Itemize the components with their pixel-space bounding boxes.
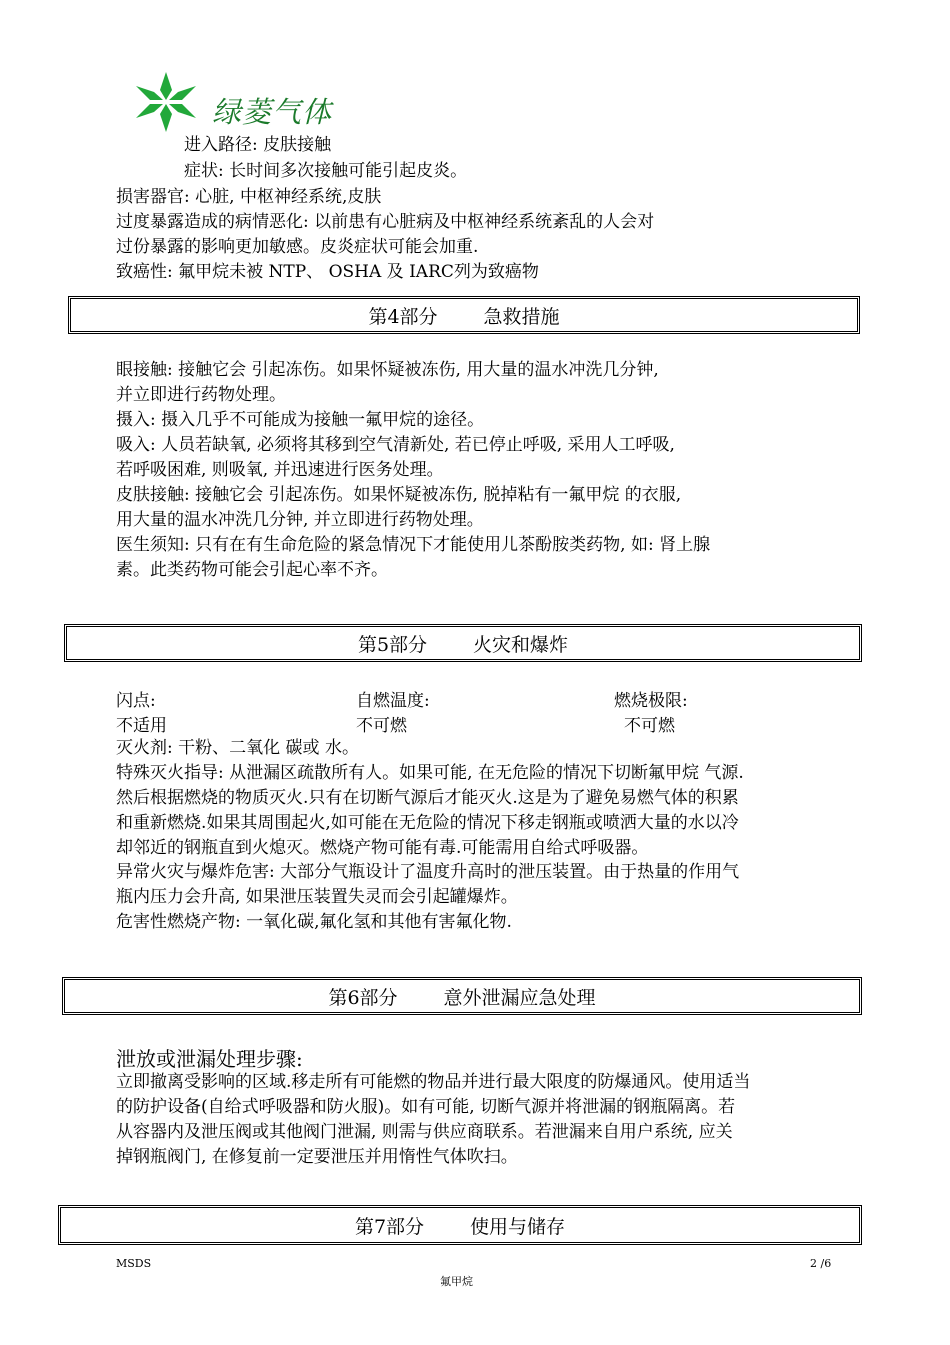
spill-procedure-heading: 泄放或泄漏处理步骤: bbox=[116, 1047, 303, 1071]
spill-line: 从容器内及泄压阀或其他阀门泄漏, 则需与供应商联系。若泄漏来自用户系统, 应关 bbox=[116, 1122, 733, 1142]
first-aid-line: 皮肤接触: 接触它会 引起冻伤。如果怀疑被冻伤, 脱掉粘有一氟甲烷 的衣服, bbox=[116, 485, 682, 505]
flammability-limits-label: 燃烧极限: bbox=[614, 691, 688, 711]
section-5-title: 火灾和爆炸 bbox=[473, 633, 569, 656]
first-aid-line: 吸入: 人员若缺氧, 必须将其移到空气清新处, 若已停止呼吸, 采用人工呼吸, bbox=[116, 435, 675, 455]
section-7-header bbox=[58, 1205, 862, 1245]
brand-name: 绿菱气体 bbox=[212, 95, 333, 129]
aggravated-conditions-cont: 过份暴露的影响更加敏感。皮炎症状可能会加重. bbox=[116, 237, 479, 257]
section-5-header bbox=[64, 624, 862, 662]
section-4-number: 第4部分 bbox=[368, 305, 438, 328]
fire-line: 然后根据燃烧的物质灭火.只有在切断气源后才能灭火.这是为了避免易燃气体的积累 bbox=[116, 788, 739, 808]
autoignition-label: 自燃温度: bbox=[356, 691, 430, 711]
fire-line: 却邻近的钢瓶直到火熄灭。燃烧产物可能有毒.可能需用自给式呼吸器。 bbox=[116, 838, 649, 858]
exposure-route: 进入路径: 皮肤接触 bbox=[184, 135, 332, 155]
spill-line: 掉钢瓶阀门, 在修复前一定要泄压并用惰性气体吹扫。 bbox=[116, 1147, 518, 1167]
flash-point-label: 闪点: bbox=[116, 691, 156, 711]
section-7-number: 第7部分 bbox=[354, 1215, 425, 1238]
fire-line: 瓶内压力会升高, 如果泄压装置失灵而会引起罐爆炸。 bbox=[116, 887, 518, 907]
fire-line: 异常火灾与爆炸危害: 大部分气瓶设计了温度升高时的泄压装置。由于热量的作用气 bbox=[116, 862, 740, 882]
logo-star-icon bbox=[132, 70, 200, 134]
first-aid-line: 用大量的温水冲洗几分钟, 并立即进行药物处理。 bbox=[116, 510, 484, 530]
first-aid-line: 并立即进行药物处理。 bbox=[116, 385, 286, 405]
footer-msds: MSDS bbox=[116, 1257, 152, 1270]
target-organs: 损害器官: 心脏, 中枢神经系统,皮肤 bbox=[116, 187, 382, 207]
section-4-title: 急救措施 bbox=[483, 305, 560, 328]
carcinogenicity: 致癌性: 氟甲烷未被 NTP、 OSHA 及 IARC列为致癌物 bbox=[116, 262, 539, 282]
fire-line: 和重新燃烧.如果其周围起火,如可能在无危险的情况下移走钢瓶或喷洒大量的水以冷 bbox=[116, 813, 739, 833]
first-aid-line: 眼接触: 接触它会 引起冻伤。如果怀疑被冻伤, 用大量的温水冲洗几分钟, bbox=[116, 360, 659, 380]
first-aid-line: 若呼吸困难, 则吸氧, 并迅速进行医务处理。 bbox=[116, 460, 444, 480]
section-6-title: 意外泄漏应急处理 bbox=[443, 986, 596, 1009]
spill-line: 的防护设备(自给式呼吸器和防火服)。如有可能, 切断气源并将泄漏的钢瓶隔离。若 bbox=[116, 1097, 736, 1117]
footer-page-number: 2 /6 bbox=[810, 1257, 832, 1270]
section-6-number: 第6部分 bbox=[328, 986, 398, 1009]
first-aid-line: 摄入: 摄入几乎不可能成为接触一氟甲烷的途径。 bbox=[116, 410, 485, 430]
section-6-header bbox=[62, 977, 862, 1015]
section-4-header bbox=[68, 296, 860, 334]
fire-line: 特殊灭火指导: 从泄漏区疏散所有人。如果可能, 在无危险的情况下切断氟甲烷 气源. bbox=[116, 763, 744, 783]
section-7-title: 使用与储存 bbox=[470, 1215, 566, 1238]
autoignition-value: 不可燃 bbox=[356, 716, 407, 736]
symptoms: 症状: 长时间多次接触可能引起皮炎。 bbox=[184, 161, 468, 181]
flammability-limits-value: 不可燃 bbox=[624, 716, 675, 736]
spill-line: 立即撤离受影响的区域.移走所有可能燃的物品并进行最大限度的防爆通风。使用适当 bbox=[116, 1072, 751, 1092]
fire-line: 灭火剂: 干粉、二氧化 碳或 水。 bbox=[116, 738, 359, 758]
section-5-number: 第5部分 bbox=[357, 633, 428, 656]
flash-point-value: 不适用 bbox=[116, 716, 167, 736]
aggravated-conditions: 过度暴露造成的病情恶化: 以前患有心脏病及中枢神经系统紊乱的人会对 bbox=[116, 212, 655, 232]
first-aid-line: 医生须知: 只有在有生命危险的紧急情况下才能使用儿茶酚胺类药物, 如: 肾上腺 bbox=[116, 535, 711, 555]
fire-line: 危害性燃烧产物: 一氧化碳,氟化氢和其他有害氟化物. bbox=[116, 912, 512, 932]
footer-product-name: 氟甲烷 bbox=[440, 1275, 473, 1288]
first-aid-line: 素。此类药物可能会引起心率不齐。 bbox=[116, 560, 388, 580]
